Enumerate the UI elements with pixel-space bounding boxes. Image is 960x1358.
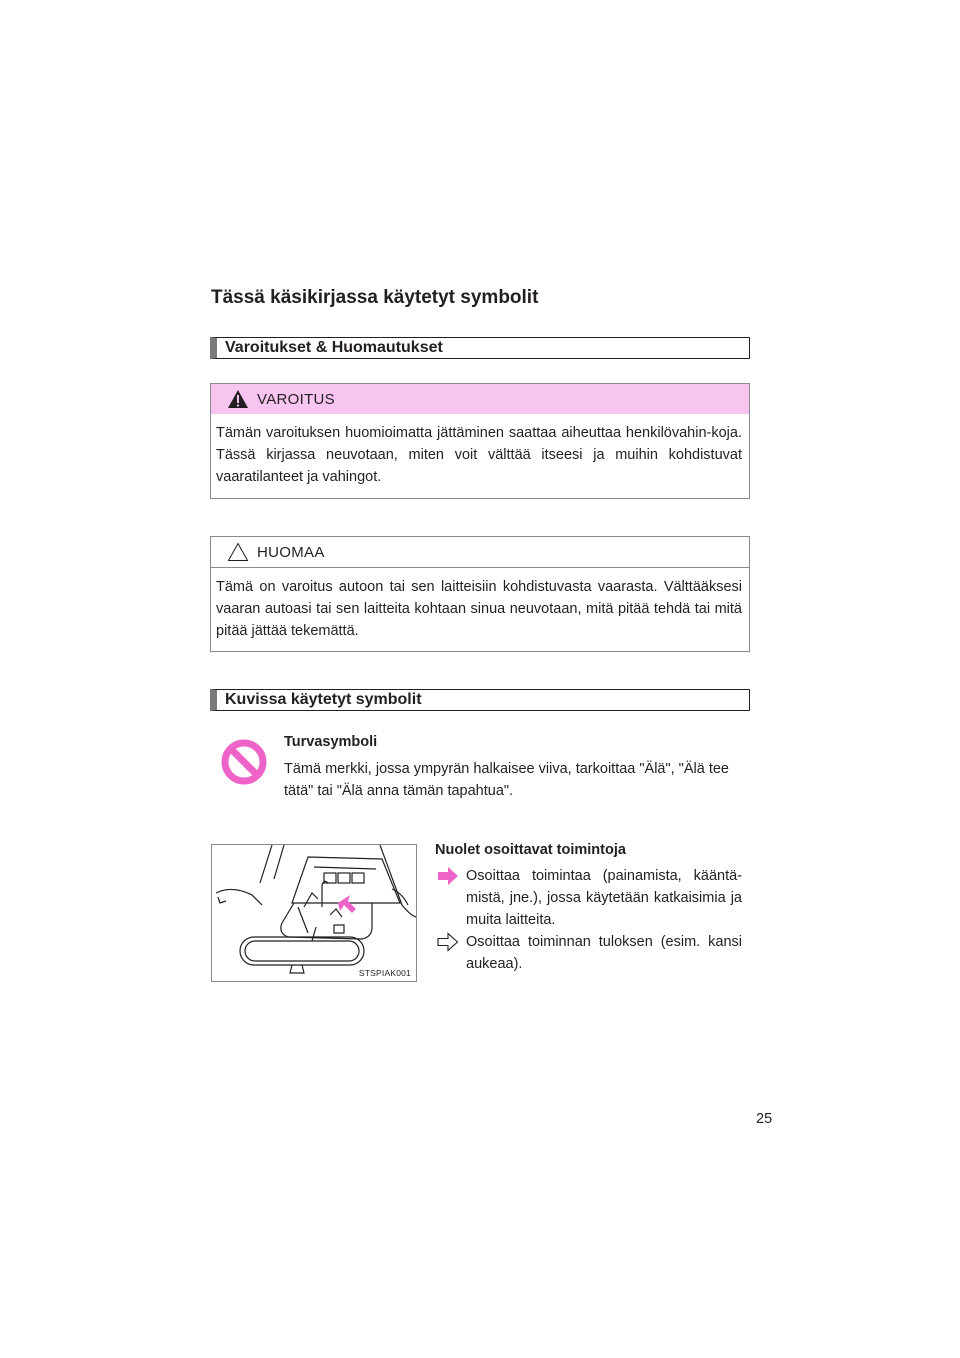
notice-label: HUOMAA — [257, 543, 325, 561]
warning-box — [210, 383, 750, 499]
warning-text: Tämän varoituksen huomioimatta jättäminen saattaa aiheuttaa henkilövahin-koja. Tässä kirjassa neuvotaan, miten voit välttää itseesi ja muihin kohdistuvat vaaratilanteet ja vahingot. — [216, 425, 742, 485]
arrow-result-text: Osoittaa toiminnan tuloksen (esim. kansi aukeaa). — [466, 934, 742, 972]
notice-text: Tämä on varoitus autoon tai sen laitteisiin kohdistuvasta vaarasta. Välttääksesi vaaran autoasi tai sen laitteita kohtaan sinua neuvotaan, mitä pitää tehdä tai mitä pitää jättää tekemättä. — [216, 579, 742, 639]
warning-triangle-icon — [227, 389, 249, 409]
pink-action-arrow-icon — [338, 895, 356, 913]
section-heading-figures: Kuvissa käytetyt symbolit — [210, 689, 750, 711]
illustration-code: STSPIAK001 — [358, 968, 411, 978]
prohibition-icon — [221, 739, 267, 785]
page-number: 25 — [756, 1111, 773, 1127]
caution-triangle-icon — [227, 542, 249, 562]
page-title: Tässä käsikirjassa käytetyt symbolit — [211, 287, 539, 308]
safety-symbol-title: Turvasymboli — [284, 734, 378, 750]
warning-box-header — [211, 384, 749, 414]
warning-label: VAROITUS — [257, 390, 335, 408]
arrow-action-text: Osoittaa toimintaa (painamista, kääntä-mistä, jne.), jossa käytetään katkaisimia ja muita laitteita. — [466, 868, 742, 928]
notice-box — [210, 536, 750, 652]
arrows-title: Nuolet osoittavat toimintoja — [435, 842, 626, 858]
overhead-console-illustration — [211, 844, 417, 982]
arrow-item-action — [436, 865, 742, 931]
arrow-item-result — [436, 931, 742, 975]
safety-symbol-text: Tämä merkki, jossa ympyrän halkaisee viiva, tarkoittaa "Älä", "Älä tee tätä" tai "Älä anna tämän tapahtua". — [284, 761, 729, 799]
section-heading-warnings: Varoitukset & Huomautukset — [210, 337, 750, 359]
outline-arrow-icon — [436, 931, 460, 953]
notice-box-header — [211, 537, 749, 568]
pink-filled-arrow-icon — [436, 865, 460, 887]
mirror-console-drawing — [212, 845, 416, 981]
